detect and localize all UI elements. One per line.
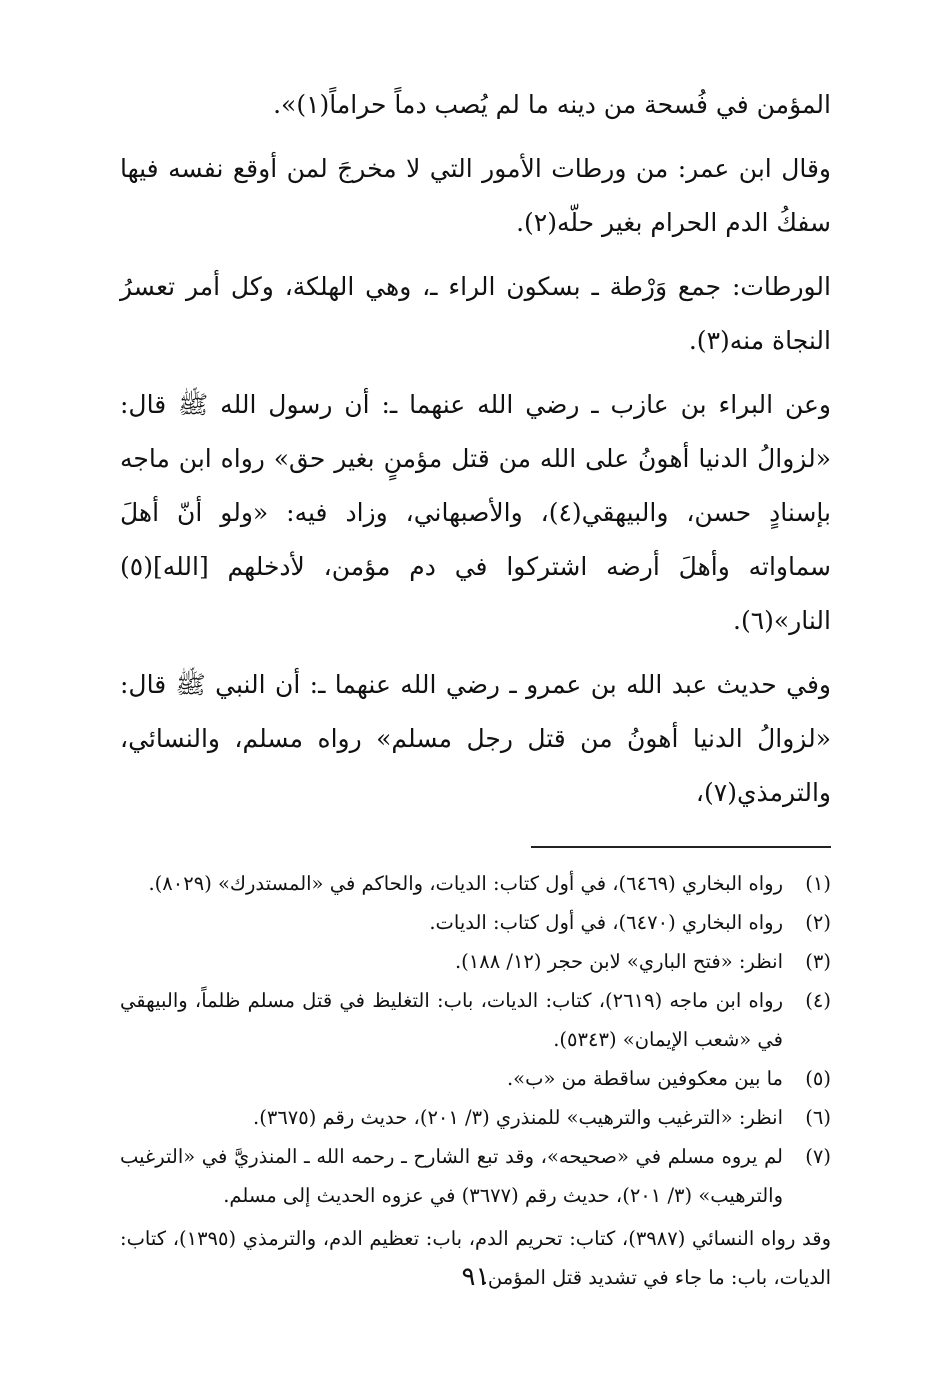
footnote-3 — [120, 942, 831, 981]
footnotes-section — [120, 864, 831, 1297]
footnote-7-continuation: وقد رواه النسائي (٣٩٨٧)، كتاب: تحريم الدم، باب: تعظيم الدم، والترمذي (١٣٩٥)، كتاب: الديات، باب: ما جاء في تشديد قتل المؤمن. — [120, 1227, 832, 1289]
footnote-1 — [120, 864, 831, 903]
footnote-text: انظر: «الترغيب والترهيب» للمنذري (٣/ ٢٠١)، حديث رقم (٣٦٧٥). — [253, 1106, 783, 1129]
body-paragraph-1: المؤمن في فُسحة من دينه ما لم يُصب دماً حراماً(١)». — [273, 90, 831, 119]
footnote-5 — [120, 1059, 831, 1098]
footnote-4 — [120, 981, 831, 1059]
body-paragraph-4: وعن البراء بن عازب ـ رضي الله عنهما ـ: أن رسول الله ﷺ قال: «لزوالُ الدنيا أهونُ على الله من قتل مؤمنٍ بغير حق» رواه ابن ماجه بإسنادٍ حسن، والبيهقي(٤)، والأصبهاني، وزاد فيه: «ولو أنّ أهلَ سماواته وأهلَ أرضه اشتركوا في دم مؤمن، لأدخلهم [الله](٥) النار»(٦). — [120, 390, 831, 635]
footnote-number: (٣) — [805, 950, 831, 973]
footnote-6 — [120, 1098, 831, 1137]
footnote-text: رواه ابن ماجه (٢٦١٩)، كتاب: الديات، باب: التغليظ في قتل مسلم ظلماً، والبيهقي في «شعب الإيمان» (٥٣٤٣). — [120, 989, 784, 1051]
footnote-number: (٤) — [805, 989, 831, 1012]
footnote-number: (٦) — [805, 1106, 831, 1129]
footnote-number: (٢) — [805, 911, 831, 934]
footnote-2 — [120, 903, 831, 942]
footnote-text: ما بين معكوفين ساقطة من «ب». — [506, 1067, 783, 1090]
footnote-text: رواه البخاري (٦٤٦٩)، في أول كتاب: الديات، والحاكم في «المستدرك» (٨٠٢٩). — [148, 872, 783, 895]
body-paragraph-3: الورطات: جمع وَرْطة ـ بسكون الراء ـ، وهي الهلكة، وكل أمر تعسرُ النجاة منه(٣). — [120, 272, 831, 355]
footnote-text: انظر: «فتح الباري» لابن حجر (١٢/ ١٨٨). — [454, 950, 783, 973]
footnote-number: (٧) — [805, 1145, 831, 1168]
body-paragraph-5: وفي حديث عبد الله بن عمرو ـ رضي الله عنهما ـ: أن النبي ﷺ قال: «لزوالُ الدنيا أهونُ من قتل رجل مسلم» رواه مسلم، والنسائي، والترمذي(٧)، — [120, 670, 831, 807]
footnote-7 — [120, 1137, 831, 1215]
footnote-text: لم يروه مسلم في «صحيحه»، وقد تبع الشارح ـ رحمه الله ـ المنذريَّ في «الترغيب والترهيب» (٣/ ٢٠١)، حديث رقم (٣٦٧٧) في عزوه الحديث إلى مسلم. — [120, 1145, 783, 1207]
body-paragraph-2: وقال ابن عمر: من ورطات الأمور التي لا مخرجَ لمن أوقع نفسه فيها سفكُ الدم الحرام بغير حلّه(٢). — [120, 154, 831, 237]
page-number: ٩١ — [461, 1262, 490, 1292]
footnote-divider — [531, 846, 831, 848]
footnote-number: (١) — [805, 872, 831, 895]
footnote-text: رواه البخاري (٦٤٧٠)، في أول كتاب: الديات. — [429, 911, 783, 934]
footnote-number: (٥) — [805, 1067, 831, 1090]
